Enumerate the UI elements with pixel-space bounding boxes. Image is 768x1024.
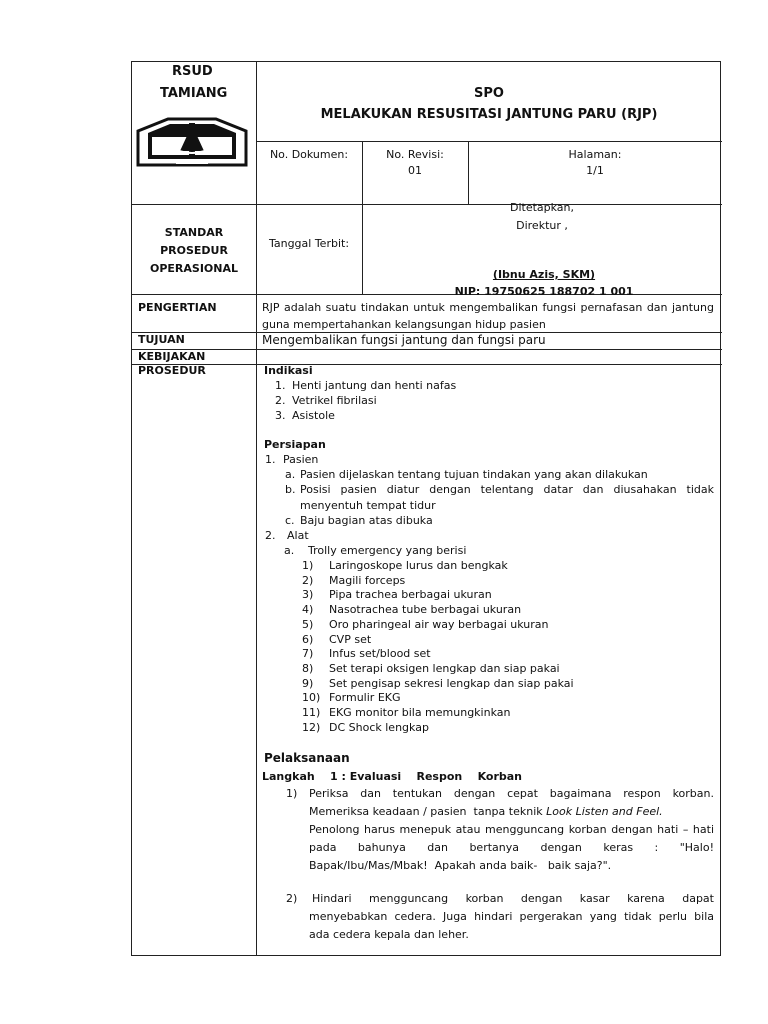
alat-item-text: Nasotrachea tube berbagai ukuran [329, 603, 522, 617]
pasien-a-marker: a. [285, 468, 296, 481]
step2-line2: menyebabkan cedera. Juga hindari pergerakan yang tidak perlu bila [309, 910, 714, 923]
step1-marker: 1) [286, 787, 298, 800]
step1-line3: Penolong harus menepuk atau mengguncang korban dengan hati – hati [309, 823, 714, 836]
hospital-logo-icon [132, 115, 252, 169]
indikasi-item-text: Henti jantung dan henti nafas [292, 379, 457, 392]
indikasi-item-number: 1. [275, 379, 286, 392]
alat-item-text: CVP set [329, 632, 372, 646]
alat-item-text: Pipa trachea berbagai ukuran [329, 588, 492, 602]
label-column-divider [256, 294, 257, 956]
alat-item-text: Laringoskope lurus dan bengkak [329, 559, 508, 572]
alat-item-text: Formulir EKG [329, 691, 401, 705]
alat-a-text: Trolly emergency yang berisi [308, 544, 467, 557]
alat-item-text: Oro pharingeal air way berbagai ukuran [329, 617, 549, 631]
no-revisi-value: 01 [408, 164, 422, 177]
alat-item-number: 10) [302, 691, 321, 705]
ditetapkan-text: Ditetapkan, [509, 201, 575, 214]
pasien-c-text: Baju bagian atas dibuka [300, 514, 433, 527]
alat-item-number: 1) [302, 559, 314, 572]
pasien-number: 1. [265, 453, 276, 466]
alat-item-number: 7) [302, 647, 314, 661]
alat-item-number: 9) [302, 676, 314, 690]
indikasi-item-number: 2. [275, 394, 286, 407]
pasien-heading: Pasien [283, 453, 319, 466]
section-rule-3 [132, 349, 722, 350]
step1-line1: Periksa dan tentukan dengan cepat bagaimana respon korban. [309, 787, 714, 800]
title-rule [256, 141, 722, 142]
step1-line5: Bapak/Ibu/Mas/Mbak! Apakah anda baik- baik saja?". [309, 859, 612, 872]
step1-line4: pada bahunya dan bertanya dengan keras : "Halo! [309, 841, 714, 854]
indikasi-title: Indikasi [264, 364, 313, 377]
pengertian-label: PENGERTIAN [138, 301, 217, 314]
alat-item-number: 2) [302, 573, 314, 587]
sop-label-line3: OPERASIONAL [149, 262, 238, 275]
pasien-b-text-line2: menyentuh tempat tidur [300, 499, 436, 512]
pasien-b-marker: b. [285, 483, 296, 496]
alat-number: 2. [265, 529, 276, 542]
alat-a-marker: a. [284, 544, 295, 557]
doc-rule [132, 204, 722, 205]
pasien-a-text: Pasien dijelaskan tentang tujuan tindakan yang akan dilakukan [300, 468, 648, 481]
alat-item-number: 8) [302, 661, 314, 675]
langkah-heading: Langkah 1 : Evaluasi Respon Korban [262, 770, 523, 783]
halaman-value: 1/1 [586, 164, 604, 177]
no-dokumen-label: No. Dokumen: [269, 148, 349, 161]
kebijakan-label: KEBIJAKAN [138, 350, 206, 363]
tujuan-text: Mengembalikan fungsi jantung dan fungsi paru [262, 333, 546, 347]
tanggal-terbit-label: Tanggal Terbit: [268, 237, 350, 250]
direktur-text: Direktur , [516, 219, 568, 232]
alat-item-number: 12) [302, 720, 321, 734]
alat-item-number: 5) [302, 617, 314, 631]
alat-item-number: 3) [302, 588, 314, 602]
section-rule-4 [132, 364, 722, 365]
alat-item-text: Magili forceps [329, 573, 406, 587]
step1-line2-emphasis: Look Listen and Feel. [546, 805, 663, 818]
director-name: (Ibnu Azis, SKM) [492, 268, 596, 281]
alat-item-text: Set terapi oksigen lengkap dan siap pakai [329, 661, 560, 675]
org-name-line2: TAMIANG [160, 86, 228, 101]
alat-item-number: 11) [302, 706, 321, 719]
pasien-b-text-line1: Posisi pasien diatur dengan telentang datar dan diusahakan tidak [300, 483, 714, 496]
pelaksanaan-title: Pelaksanaan [264, 751, 350, 765]
alat-item-text: DC Shock lengkap [329, 720, 429, 734]
pengertian-text-line2: guna mempertahankan kelangsungan hidup pasien [262, 318, 546, 331]
org-name-line1: RSUD [172, 64, 213, 79]
no-revisi-label: No. Revisi: [386, 148, 444, 161]
date-divider [362, 204, 363, 294]
sop-document [131, 61, 721, 956]
alat-item-text: Set pengisap sekresi lengkap dan siap pakai [329, 676, 574, 690]
sop-label-line2: PROSEDUR [160, 244, 228, 257]
indikasi-item-text: Asistole [292, 409, 335, 422]
spo-heading: SPO [474, 86, 504, 101]
document-title: MELAKUKAN RESUSITASI JANTUNG PARU (RJP) [320, 107, 658, 122]
step2-line1: Hindari mengguncang korban dengan kasar karena dapat [312, 892, 714, 905]
alat-item-number: 6) [302, 632, 314, 646]
prosedur-label: PROSEDUR [138, 364, 206, 377]
persiapan-title: Persiapan [264, 438, 326, 451]
step1-line2-text: Memeriksa keadaan / pasien tanpa teknik [309, 805, 547, 818]
alat-item-text: EKG monitor bila memungkinkan [329, 706, 511, 719]
sop-label-line1: STANDAR [164, 226, 224, 239]
pengertian-text-line1: RJP adalah suatu tindakan untuk mengembalikan fungsi pernafasan dan jantung [262, 301, 714, 314]
alat-item-text: Infus set/blood set [329, 647, 431, 661]
alat-heading: Alat [287, 529, 309, 542]
step1-line2 [309, 805, 663, 818]
halaman-label: Halaman: [568, 148, 622, 161]
pasien-c-marker: c. [285, 514, 295, 527]
indikasi-item-number: 3. [275, 409, 286, 422]
director-nip: NIP: 19750625 188702 1 001 [454, 285, 634, 298]
tujuan-label: TUJUAN [138, 333, 185, 346]
step2-line3: ada cedera kepala dan leher. [309, 928, 469, 941]
alat-item-number: 4) [302, 603, 314, 617]
step2-marker: 2) [286, 892, 298, 905]
indikasi-item-text: Vetrikel fibrilasi [292, 394, 377, 407]
